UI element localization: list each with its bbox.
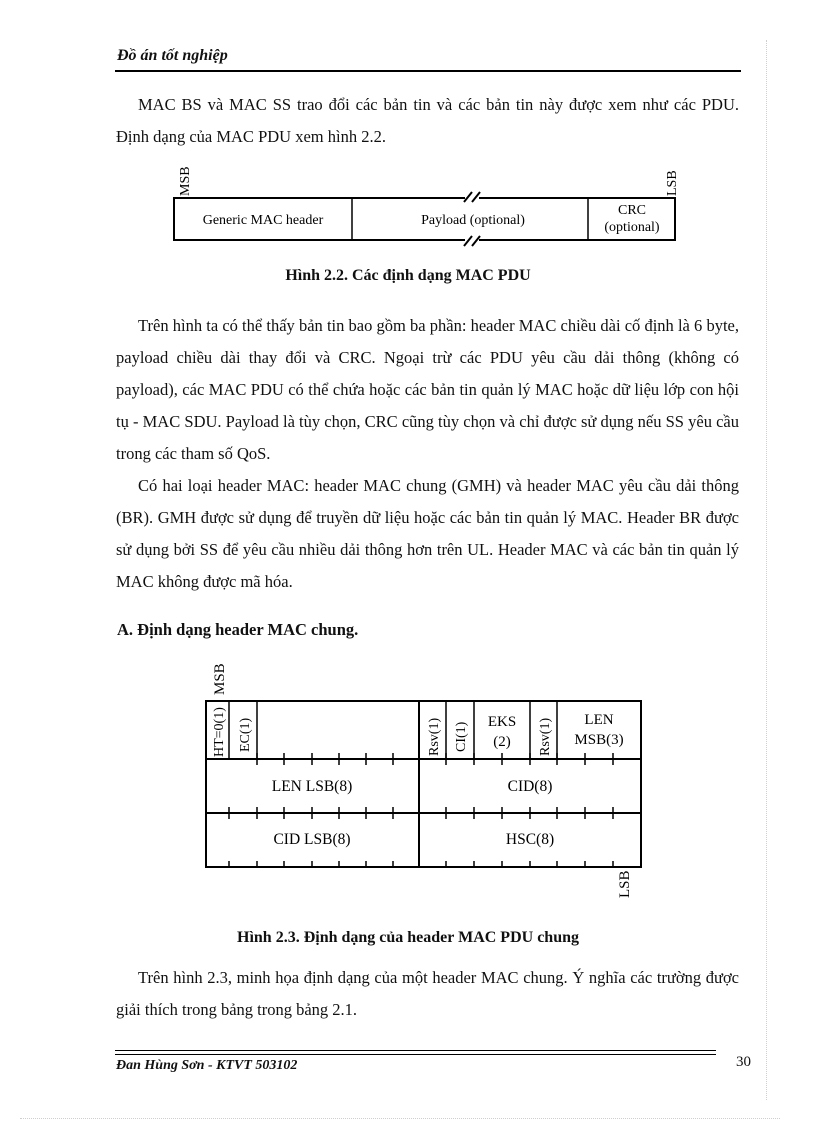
fig22-generic-mac-header: Generic MAC header — [202, 213, 324, 228]
fig23-ht-field: HT=0(1) — [212, 707, 227, 757]
figure-2-2-diagram — [160, 158, 700, 254]
section-heading: A. Định dạng header MAC chung. — [117, 620, 359, 639]
fig22-payload: Payload (optional) — [421, 213, 525, 228]
fig23-len-lsb-field: LEN LSB(8) — [271, 778, 353, 795]
fig23-ec-field: EC(1) — [238, 717, 253, 752]
paragraph-2: Trên hình ta có thể thấy bản tin bao gồm ba phần: header MAC chiều dài cố định là 6 byte, payload chiều dài thay đổi và CRC. Ngoại trừ các PDU yêu cầu dải thông (không có payload), các MAC PDU có thể chứa hoặc các bản tin quản lý MAC hoặc dữ liệu lớp con hội tụ - MAC SDU. Payload là tùy chọn, CRC cũng tùy chọn và chỉ được sử dụng nếu SS yêu cầu trong các tham số QoS. — [116, 316, 739, 463]
figure-2-3-caption: Hình 2.3. Định dạng của header MAC PDU chung — [237, 929, 579, 946]
fig23-rsv1-field: Rsv(1) — [427, 717, 442, 756]
footer-rule-top — [115, 1050, 716, 1051]
paragraph-1: MAC BS và MAC SS trao đổi các bản tin và các bản tin này được xem như các PDU. Định dạng của MAC PDU xem hình 2.2. — [116, 95, 739, 146]
fig22-msb-label: MSB — [178, 166, 193, 196]
paragraph-3: Có hai loại header MAC: header MAC chung (GMH) và header MAC yêu cầu dải thông (BR). GMH được sử dụng để truyền dữ liệu hoặc các bản tin quản lý MAC. Header BR được sử dụng bởi SS để yêu cầu nhiều dải thông hơn trên UL. Header MAC và các bản tin quản lý MAC không được mã hóa. — [116, 476, 739, 591]
fig23-lsb-label: LSB — [617, 870, 633, 898]
paragraph-4: Trên hình 2.3, minh họa định dạng của một header MAC chung. Ý nghĩa các trường được giải thích trong bảng trong bảng 2.1. — [116, 968, 739, 1019]
header-rule — [115, 70, 741, 72]
fig23-cid-field: CID(8) — [507, 778, 553, 795]
page-number: 30 — [736, 1054, 751, 1070]
page-border-right — [766, 40, 767, 1100]
fig23-eks-field: EKS — [487, 714, 517, 730]
fig23-eks-bits: (2) — [493, 734, 511, 750]
fig22-crc-line2: (optional) — [604, 220, 660, 235]
fig23-hsc-field: HSC(8) — [505, 831, 555, 848]
fig23-rsv2-field: Rsv(1) — [538, 717, 553, 756]
page-border-bottom — [20, 1118, 780, 1119]
fig23-ci-field: CI(1) — [454, 721, 469, 752]
fig22-crc-line1: CRC — [617, 203, 647, 218]
fig23-len-msb-line2: MSB(3) — [574, 732, 624, 748]
fig23-msb-label: MSB — [212, 663, 228, 695]
fig23-cid-lsb-field: CID LSB(8) — [273, 831, 351, 848]
footer-author: Đan Hùng Sơn - KTVT 503102 — [116, 1058, 298, 1073]
running-header: Đồ án tốt nghiệp — [117, 47, 228, 64]
fig22-lsb-label: LSB — [665, 170, 680, 196]
fig23-len-msb-line1: LEN — [584, 712, 614, 728]
figure-2-2-caption: Hình 2.2. Các định dạng MAC PDU — [285, 267, 531, 284]
figure-2-3-diagram — [195, 658, 655, 903]
footer-rule-bottom — [115, 1054, 716, 1055]
